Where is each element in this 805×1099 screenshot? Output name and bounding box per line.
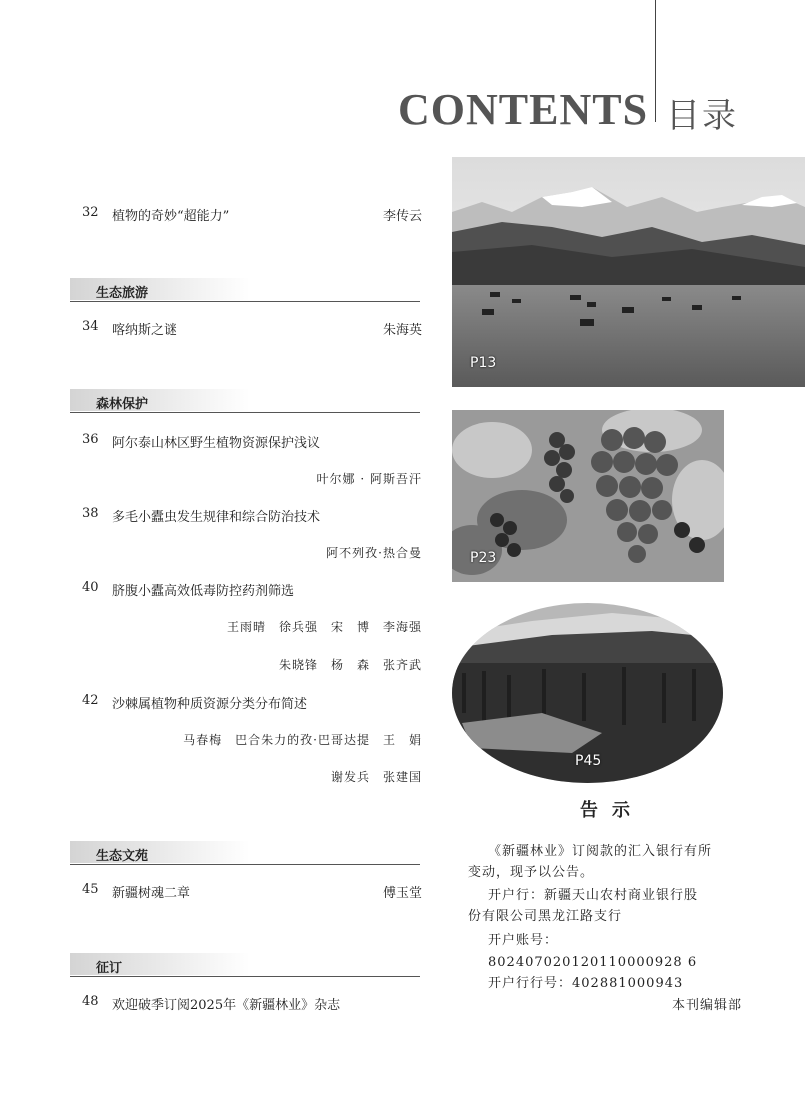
grape-photo[interactable] xyxy=(452,410,724,582)
entry-authors: 王雨晴 徐兵强 宋 博 李海强 xyxy=(226,620,422,634)
notice-line: 变动，现予以公告。 xyxy=(468,865,595,880)
header-divider xyxy=(655,0,656,122)
entry-page-number: 48 xyxy=(82,994,99,1009)
section-label: 生态旅游 xyxy=(96,286,149,301)
entry-page-number: 36 xyxy=(82,432,99,447)
forest-photo[interactable] xyxy=(452,603,723,783)
entry-page-number: 40 xyxy=(82,580,99,595)
section-label: 征订 xyxy=(96,961,123,976)
entry-page-number: 34 xyxy=(82,319,99,334)
notice-signature: 本刊编辑部 xyxy=(672,998,743,1013)
section-header-tourism xyxy=(70,278,420,302)
entry-authors: 马春梅 巴合朱力的孜·巴哥达提 王 娟 xyxy=(183,733,422,747)
entry-authors: 阿不列孜·热合曼 xyxy=(326,546,422,560)
entry-page-number: 42 xyxy=(82,693,99,708)
section-label: 森林保护 xyxy=(96,397,149,412)
entry-author: 朱海英 xyxy=(382,323,422,338)
notice-line: 《新疆林业》订阅款的汇入银行有所 xyxy=(488,844,713,859)
entry-page-number: 38 xyxy=(82,506,99,521)
notice-line: 开户账号： xyxy=(488,933,559,948)
notice-bank-code: 开户行行号：402881000943 xyxy=(488,976,684,991)
entry-page-number: 32 xyxy=(82,205,99,220)
entry-title: 多毛小蠹虫发生规律和综合防治技术 xyxy=(112,510,321,525)
notice-line: 开户行：新疆天山农村商业银行股 xyxy=(488,888,699,903)
contents-heading: CONTENTS xyxy=(398,85,649,134)
entry-title: 喀纳斯之谜 xyxy=(112,323,178,338)
section-label: 生态文苑 xyxy=(96,849,149,864)
entry-authors: 谢发兵 张建国 xyxy=(330,770,422,784)
entry-page-number: 45 xyxy=(82,882,99,897)
mountain-photo[interactable] xyxy=(452,157,805,387)
notice-line: 份有限公司黑龙江路支行 xyxy=(468,909,623,924)
entry-authors: 叶尔娜 · 阿斯吾汗 xyxy=(316,472,422,486)
section-header-subscribe xyxy=(70,953,420,977)
entry-title: 沙棘属植物种质资源分类分布简述 xyxy=(112,697,308,712)
mulu-heading: 目录 xyxy=(666,96,738,136)
photo-page-label: P13 xyxy=(470,355,497,371)
notice-account-number: 802407020120110000928 6 xyxy=(488,955,698,970)
entry-author: 傅玉堂 xyxy=(382,886,422,901)
entry-author: 李传云 xyxy=(382,209,422,224)
entry-title: 新疆树魂二章 xyxy=(112,886,191,901)
mountain-photo-image xyxy=(452,157,805,387)
photo-page-label: P45 xyxy=(575,753,602,769)
entry-title: 阿尔泰山林区野生植物资源保护浅议 xyxy=(112,436,321,451)
section-header-forest xyxy=(70,389,420,413)
entry-title: 欢迎破季订阅2025年《新疆林业》杂志 xyxy=(112,998,341,1013)
notice-title: 告示 xyxy=(580,800,644,821)
entry-title: 脐腹小蠹高效低毒防控药剂筛选 xyxy=(112,584,295,599)
entry-authors: 朱晓锋 杨 森 张齐武 xyxy=(278,658,422,672)
photo-page-label: P23 xyxy=(470,550,497,566)
section-header-literature xyxy=(70,841,420,865)
entry-title: 植物的奇妙“超能力” xyxy=(112,209,230,224)
